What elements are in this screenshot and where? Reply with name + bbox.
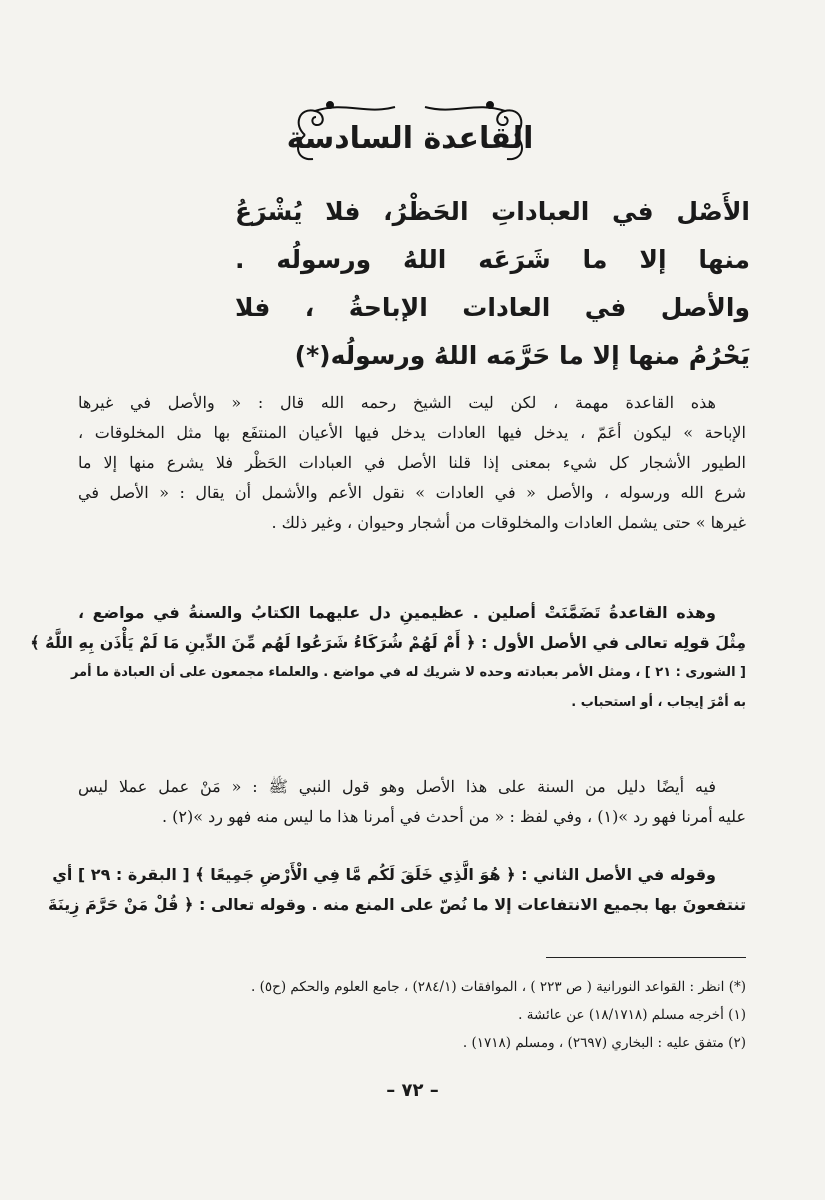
rule-line: منها إلا ما شَرَعَه اللهُ ورسولُه .: [235, 245, 750, 274]
chapter-title: القاعدة السادسة: [286, 121, 534, 156]
text-line: تنتفعونَ بها بجميع الانتفاعات إلا ما نُصّ على المنع منه . وقوله تعالى : ﴿ قُلْ مَنْ حَرَّمَ زِينَةَ: [48, 895, 746, 914]
text-line: عليه أمرنا فهو رد »(١) ، وفي لفظ : « من أحدث في أمرنا هذا ما ليس منه فهو رد »(٢) .: [161, 807, 746, 826]
footnote: (*) انظر : القواعد النورانية ( ص ٢٢٣ ) ، الموافقات (٢٨٤/١) ، جامع العلوم والحكم (ح٥) .: [251, 979, 746, 995]
text-line: الإباحة » ليكون أعَمّ ، يدخل فيها العادات يدخل فيها الأعيان المنتفَع بها مثل المخلوقات ،: [78, 423, 746, 442]
text-line: مِثْلَ قولِه تعالى في الأصل الأول : ﴿ أَمْ لَهُمْ شُرَكَاءُ شَرَعُوا لَهُم مِّنَ الدِّينِ مَا لَمْ يَأْذَن بِهِ اللَّهُ ﴾: [30, 633, 746, 652]
footnotes: [78, 973, 746, 1057]
text-line: [ الشورى : ٢١ ] ، ومثل الأمر بعبادته وحده لا شريك له في مواضع . والعلماء مجمعون على أن العبادة ما أمر: [70, 665, 746, 680]
text-line: فيه أيضًا دليل من السنة على هذا الأصل وهو قول النبي ﷺ : « مَنْ عمل عملا ليس: [78, 777, 716, 796]
rule-statement: [235, 188, 750, 380]
rule-line: يَحْرُمُ منها إلا ما حَرَّمَه اللهُ ورسولُه(*): [294, 341, 750, 370]
footnote: (٢) متفق عليه : البخاري (٢٦٩٧) ، ومسلم (١٧١٨) .: [462, 1035, 746, 1051]
second-principle-paragraph: [48, 860, 746, 920]
chapter-heading-frame: [285, 95, 535, 175]
text-line: هذه القاعدة مهمة ، لكن ليت الشيخ رحمه الله قال : « والأصل في غيرها: [78, 393, 716, 412]
text-line: به أمْرَ إيجاب ، أو استحباب .: [571, 695, 746, 710]
footnote-divider: [546, 957, 746, 958]
rule-line: والأصل في العادات الإباحةُ ، فلا: [235, 293, 750, 322]
page-number: – ٧٢ –: [386, 1080, 439, 1101]
sunnah-evidence-paragraph: [78, 772, 746, 832]
commentary-paragraph: [78, 388, 746, 538]
text-line: غيرها » حتى يشمل العادات والمخلوقات من أشجار وحيوان ، وغير ذلك .: [271, 513, 746, 532]
text-line: وقوله في الأصل الثاني : ﴿ هُوَ الَّذِي خَلَقَ لَكُم مَّا فِي الْأَرْضِ جَمِيعًا ﴾ [ البقرة : ٢٩ ] أي: [52, 865, 716, 884]
footnote: (١) أخرجه مسلم (١٨/١٧١٨) عن عائشة .: [518, 1007, 746, 1023]
text-line: وهذه القاعدةُ تَضَمَّنَتْ أصلين . عظيمينِ دل عليهما الكتابُ والسنةُ في مواضع ،: [78, 603, 716, 622]
text-line: الطيور الأشجار كل شيء بمعنى إذا قلنا الأصل في العبادات الحَظْر فلا يشرع منها إلا ما: [78, 453, 746, 472]
rule-line: الأَصْل في العباداتِ الحَظْرُ، فلا يُشْرَعُ: [235, 197, 750, 226]
principles-paragraph: [30, 598, 746, 718]
text-line: شرع الله ورسوله ، والأصل « في العادات » نقول الأعم والأشمل أن يقال : « الأصل في: [78, 483, 746, 502]
